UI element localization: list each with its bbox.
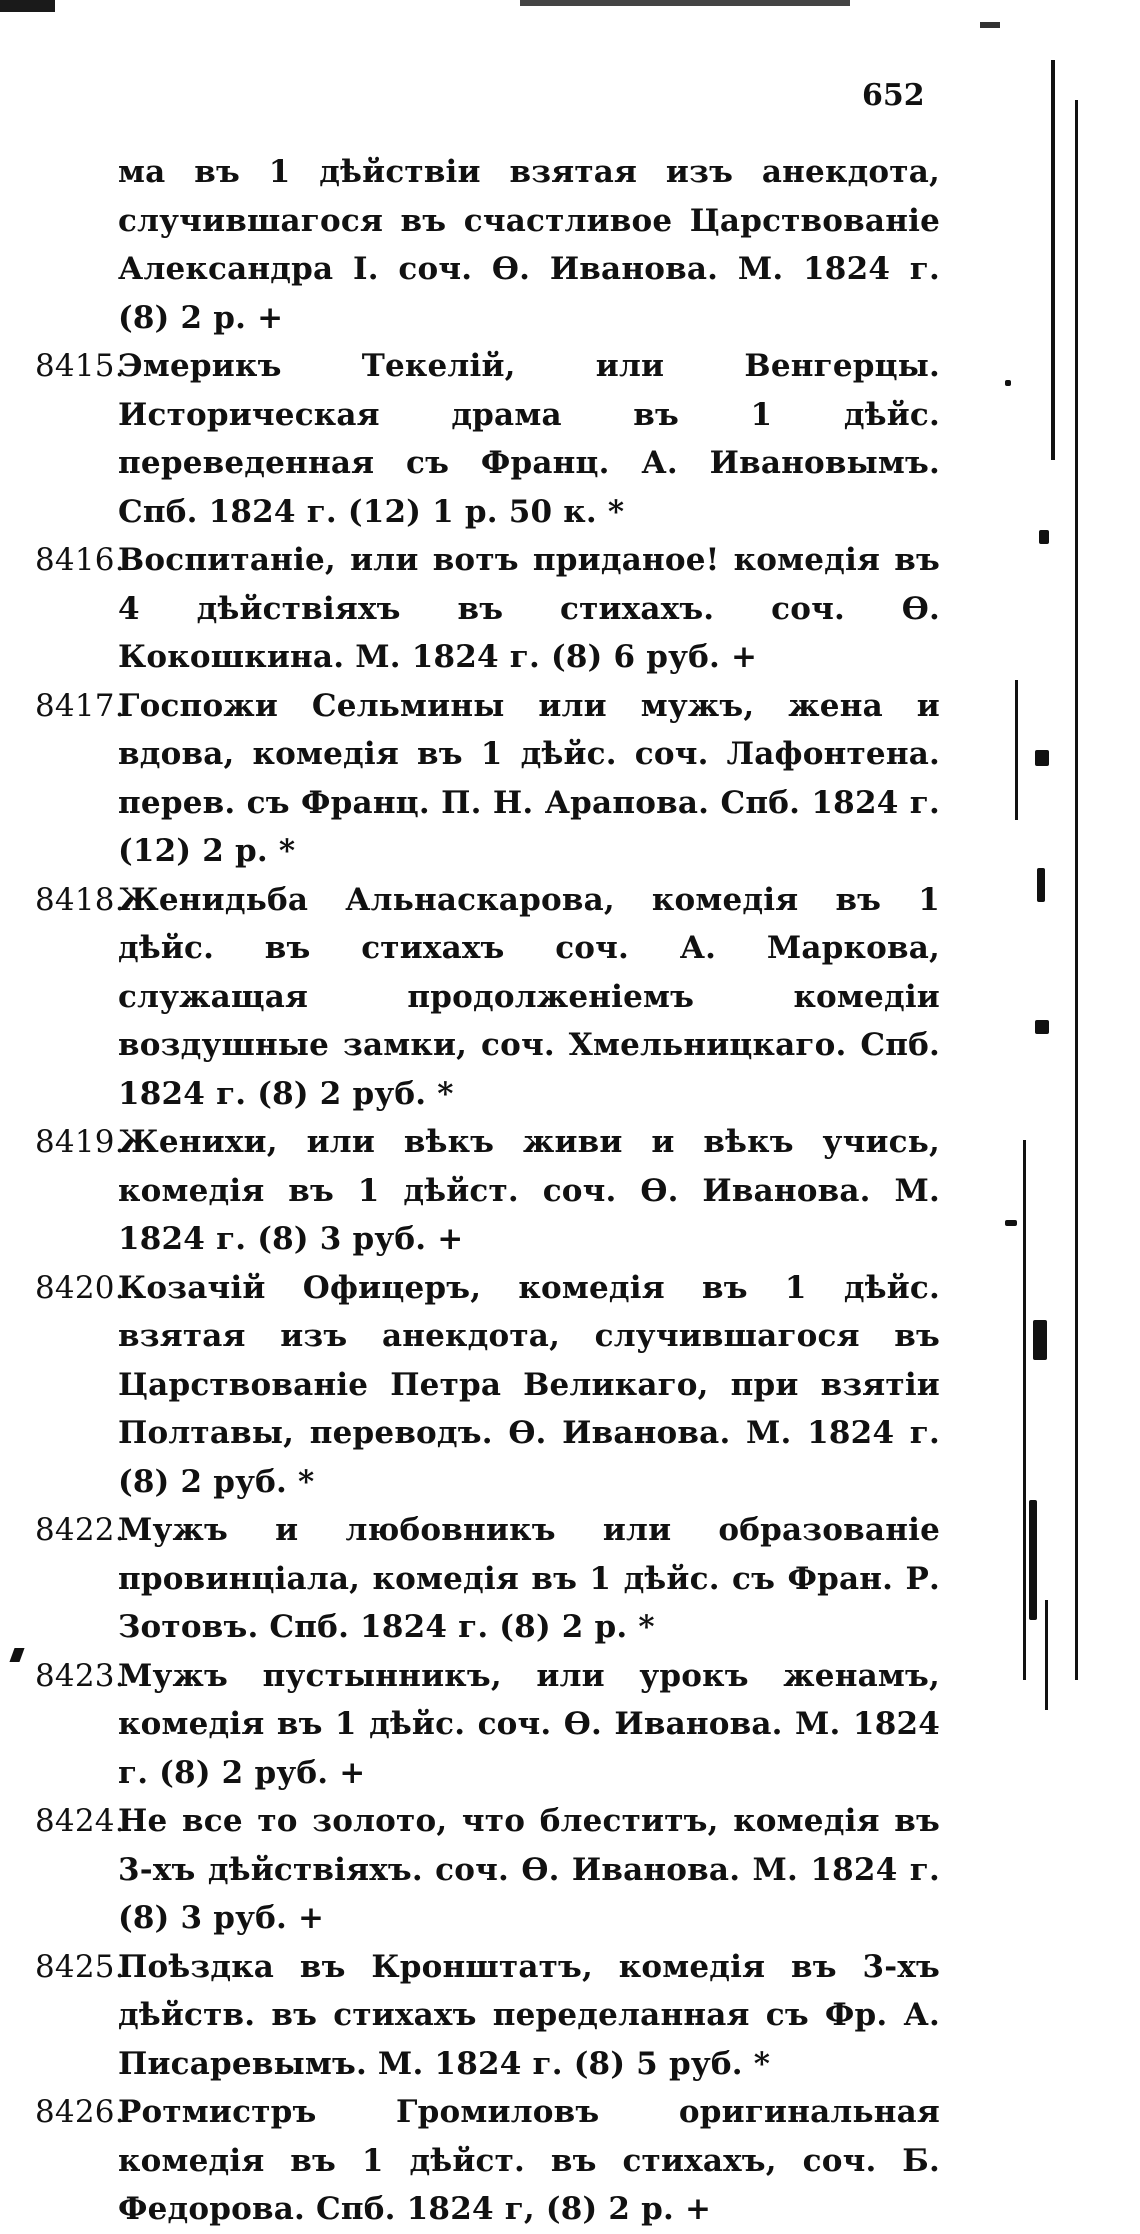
catalog-entries (35, 148, 940, 2234)
catalog-entry (35, 1652, 940, 1798)
gutter-line (1015, 680, 1018, 820)
entry-number: 8419. (35, 1124, 125, 1160)
catalog-entry (35, 1506, 940, 1652)
catalog-entry (35, 342, 940, 536)
page-number: 652 (862, 78, 925, 113)
entry-text: Женихи, или вѣкъ живи и вѣкъ учись, комедія въ 1 дѣйст. соч. Ѳ. Иванова. М. 1824 г. (8) 3 руб. + (118, 1124, 940, 1257)
entry-number: 8425. (35, 1948, 125, 1985)
catalog-entry (35, 1943, 940, 2089)
entry-number: 8426. (35, 2094, 125, 2130)
entry-text: Поѣздка въ Кронштатъ, комедія въ 3-хъ дѣйств. въ стихахъ переделанная съ Фр. А. Писаревымъ. М. 1824 г. (8) 5 руб. * (118, 1948, 940, 2082)
entry-number: 8420. (35, 1269, 125, 1306)
gutter-speck (1037, 868, 1045, 902)
gutter-speck (1029, 1500, 1037, 1620)
entry-number: 8424. (35, 1803, 125, 1839)
gutter-line (1051, 60, 1055, 460)
entry-number: 8417. (35, 687, 125, 724)
catalog-entry (35, 1264, 940, 1507)
gutter-speck (1033, 1320, 1047, 1360)
entry-text: Мужъ пустынникъ, или урокъ женамъ, комедія въ 1 дѣйс. соч. Ѳ. Иванова. М. 1824 г. (8) 2 руб. + (118, 1657, 940, 1791)
gutter-speck (1039, 530, 1049, 544)
entry-number: 8423. (35, 1657, 125, 1694)
entry-number: 8416. (35, 542, 125, 578)
gutter-speck (1035, 1020, 1049, 1034)
catalog-entry (35, 2088, 940, 2234)
entry-text: ма въ 1 дѣйствіи взятая изъ анекдота, случившагося въ счастливое Царствованіе Александра I. соч. Ѳ. Иванова. М. 1824 г. (8) 2 р. + (118, 154, 940, 336)
entry-text: Ротмистръ Громиловъ оригинальная комедія въ 1 дѣйст. въ стихахъ, соч. Б. Федорова. Спб. 1824 г, (8) 2 р. + (118, 2094, 940, 2227)
catalog-entry (35, 1118, 940, 1264)
entry-text: Женидьба Альнаскарова, комедія въ 1 дѣйс. въ стихахъ соч. А. Маркова, служащая продолженіемъ комедіи воздушные замки, соч. Хмельницкаго. Спб. 1824 г. (8) 2 руб. * (118, 881, 940, 1112)
gutter-speck (1005, 1220, 1017, 1226)
entry-text: Воспитаніе, или вотъ приданое! комедія въ 4 дѣйствіяхъ въ стихахъ. соч. Ѳ. Кокошкина. М. 1824 г. (8) 6 руб. + (118, 542, 940, 675)
entry-text: Госпожи Сельмины или мужъ, жена и вдова, комедія въ 1 дѣйс. соч. Лафонтена. перев. съ Франц. П. Н. Арапова. Спб. 1824 г. (12) 2 р. * (118, 687, 940, 869)
scan-edge-mark (520, 0, 850, 6)
catalog-entry (35, 876, 940, 1119)
catalog-entry (35, 148, 940, 342)
catalog-entry (35, 682, 940, 876)
entry-number: 8415. (35, 348, 125, 384)
entry-text: Не все то золото, что блеститъ, комедія въ 3-хъ дѣйствіяхъ. соч. Ѳ. Иванова. М. 1824 г. (8) 3 руб. + (118, 1803, 940, 1936)
gutter-speck (1005, 380, 1011, 386)
binding-gutter (1005, 60, 1140, 1710)
catalog-entry (35, 536, 940, 682)
entry-text: Эмерикъ Текелій, или Венгерцы. Историческая драма въ 1 дѣйс. переведенная съ Франц. А. Ивановымъ. Спб. 1824 г. (12) 1 р. 50 к. * (118, 348, 940, 530)
entry-text: Мужъ и любовникъ или образованіе провинціала, комедія въ 1 дѣйс. съ Фран. Р. Зотовъ. Спб. 1824 г. (8) 2 р. * (118, 1512, 940, 1645)
entry-number: 8418. (35, 881, 125, 918)
gutter-line (1045, 1600, 1048, 1710)
scan-corner-mark (9, 1648, 24, 1662)
catalog-entry (35, 1797, 940, 1943)
gutter-line (1023, 1140, 1026, 1680)
scan-edge-mark (980, 22, 1000, 28)
gutter-line (1075, 100, 1078, 1680)
entry-text: Козачій Офицеръ, комедія въ 1 дѣйс. взятая изъ анекдота, случившагося въ Царствованіе Петра Великаго, при взятіи Полтавы, переводъ. Ѳ. Иванова. М. 1824 г. (8) 2 руб. * (118, 1269, 940, 1500)
entry-number: 8422. (35, 1512, 125, 1548)
scan-edge-mark (0, 0, 55, 12)
gutter-speck (1035, 750, 1049, 766)
